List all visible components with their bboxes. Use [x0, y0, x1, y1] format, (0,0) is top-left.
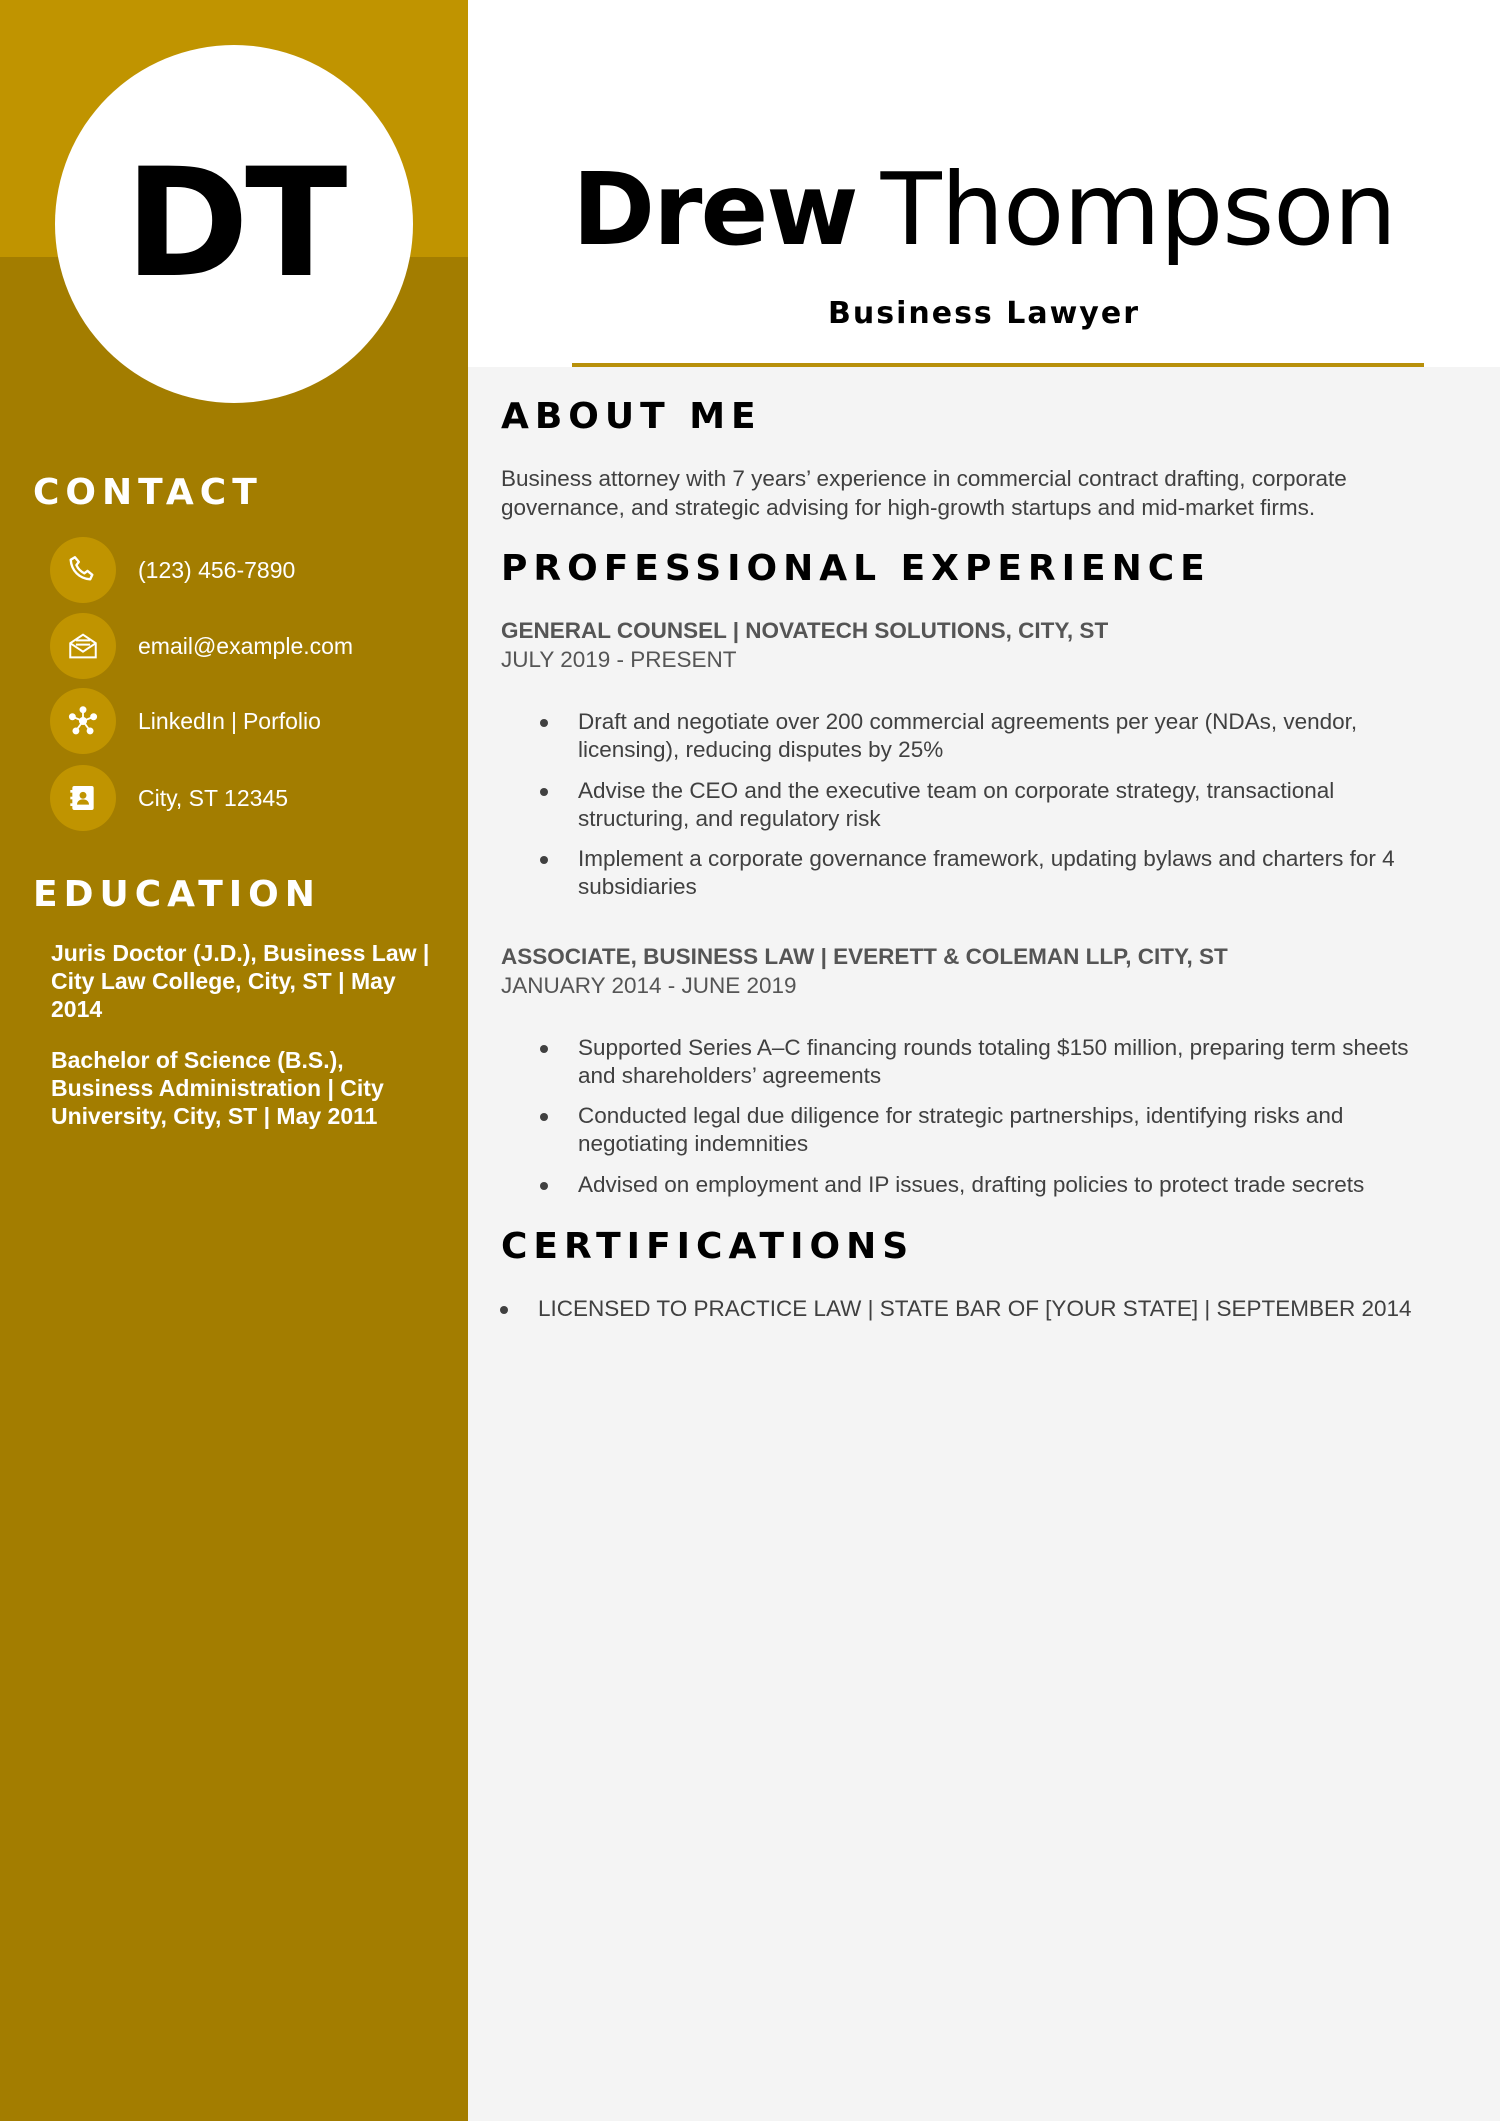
contact-links-row [50, 688, 321, 754]
job-title: Business Lawyer [828, 296, 1140, 331]
experience-bullet: Conducted legal due diligence for strategic partnerships, identifying risks and negotiating indemnities [578, 1102, 1438, 1158]
monogram-text: DT [124, 137, 344, 311]
job-title-line: ASSOCIATE, BUSINESS LAW | EVERETT & COLEMAN LLP, CITY, ST [501, 944, 1228, 969]
experience-bullet: Supported Series A–C financing rounds totaling $150 million, preparing term sheets and shareholders’ agreements [578, 1034, 1438, 1090]
phone-icon [50, 537, 116, 603]
full-name [468, 151, 1500, 268]
email-text[interactable]: email@example.com [138, 632, 354, 659]
education-item: Bachelor of Science (B.S.), Business Administration | City University, City, ST | May 2011 [51, 1047, 384, 1129]
contact-phone-row [50, 537, 295, 603]
portfolio-link[interactable]: Porfolio [242, 707, 321, 734]
link-separator: | [230, 707, 237, 734]
address-text: City, ST 12345 [138, 784, 289, 811]
last-name: Thompson [880, 151, 1396, 268]
experience-bullet: Advised on employment and IP issues, drafting policies to protect trade secrets [578, 1171, 1438, 1199]
education-item: Juris Doctor (J.D.), Business Law | City Law College, City, ST | May 2014 [51, 940, 430, 1022]
contact-heading: CONTACT [33, 472, 263, 513]
experience-heading: PROFESSIONAL EXPERIENCE [501, 548, 1211, 589]
email-icon [50, 613, 116, 679]
contact-email-row [50, 613, 353, 679]
header-divider [572, 363, 1424, 367]
about-heading: ABOUT ME [501, 396, 762, 437]
job-title-line: GENERAL COUNSEL | NOVATECH SOLUTIONS, CITY, ST [501, 618, 1109, 643]
job-dates: JULY 2019 - PRESENT [501, 647, 737, 672]
education-heading: EDUCATION [33, 874, 321, 915]
links-text [138, 708, 321, 735]
certification-item: LICENSED TO PRACTICE LAW | STATE BAR OF [YOUR STATE] | SEPTEMBER 2014 [538, 1295, 1438, 1323]
job-dates: JANUARY 2014 - JUNE 2019 [501, 973, 797, 998]
monogram-badge [55, 45, 413, 403]
experience-bullet: Draft and negotiate over 200 commercial agreements per year (NDAs, vendor, licensing), reducing disputes by 25% [578, 708, 1438, 764]
contact-card-icon [50, 765, 116, 831]
linkedin-link[interactable]: LinkedIn [138, 707, 225, 734]
experience-bullet: Implement a corporate governance framework, updating bylaws and charters for 4 subsidiaries [578, 845, 1438, 901]
contact-address-row [50, 765, 288, 831]
first-name: Drew [572, 151, 857, 268]
experience-bullet: Advise the CEO and the executive team on corporate strategy, transactional structuring, and regulatory risk [578, 777, 1438, 833]
phone-text: (123) 456-7890 [138, 556, 296, 583]
certifications-heading: CERTIFICATIONS [501, 1226, 915, 1267]
about-text: Business attorney with 7 years’ experience in commercial contract drafting, corporate governance, and strategic advising for high-growth startups and mid-market firms. [501, 466, 1347, 520]
network-icon [50, 688, 116, 754]
